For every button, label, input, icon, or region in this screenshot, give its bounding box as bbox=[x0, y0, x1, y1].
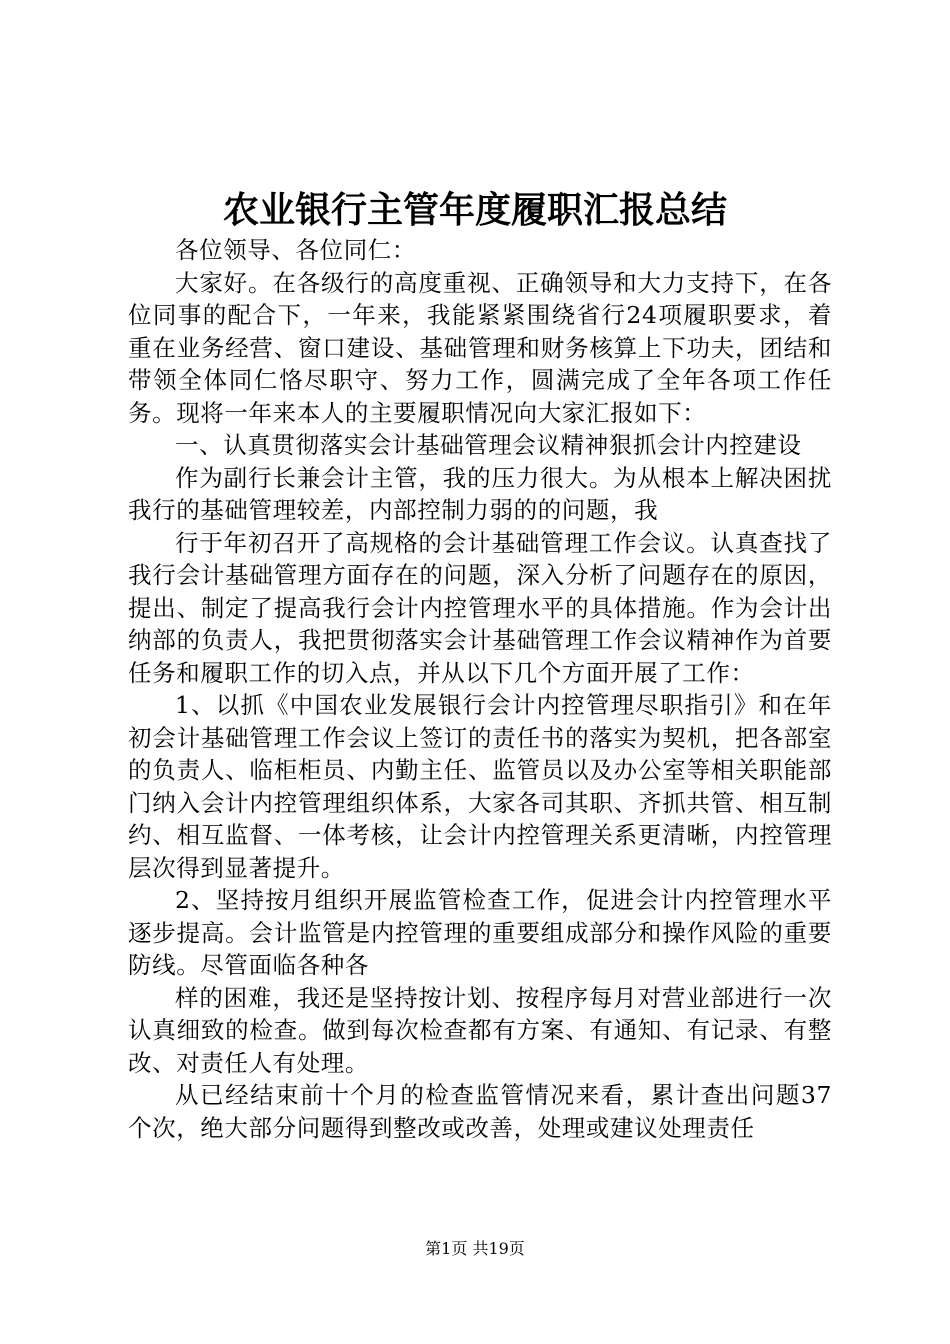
body-paragraph: 2、坚持按月组织开展监管检查工作，促进会计内控管理水平逐步提高。会计监管是内控管理的重要组成部分和操作风险的重要防线。尽管面临各种各 bbox=[128, 886, 832, 979]
body-paragraph: 1、以抓《中国农业发展银行会计内控管理尽职指引》和在年初会计基础管理工作会议上签订的责任书的落实为契机，把各部室的负责人、临柜柜员、内勤主任、监管员以及办公室等相关职能部门纳入会计内控管理组织体系，大家各司其职、齐抓共管、相互制约、相互监督、一体考核，让会计内控管理关系更清晰，内控管理层次得到显著提升。 bbox=[128, 691, 832, 882]
page-footer: 第1页 共19页 bbox=[425, 1239, 525, 1258]
section-heading-1: 一、认真贯彻落实会计基础管理会议精神狠抓会计内控建设 bbox=[175, 431, 802, 459]
document-title: 农业银行主管年度履职汇报总结 bbox=[222, 189, 727, 231]
body-paragraph: 作为副行长兼会计主管，我的压力很大。为从根本上解决困扰我行的基础管理较差，内部控制力弱的的问题，我 bbox=[128, 463, 832, 524]
document-body bbox=[128, 234, 832, 1144]
body-paragraph: 从已经结束前十个月的检查监管情况来看，累计查出问题37个次，绝大部分问题得到整改或改善，处理或建议处理责任 bbox=[128, 1081, 832, 1142]
intro-paragraph: 大家好。在各级行的高度重视、正确领导和大力支持下，在各位同事的配合下，一年来，我能紧紧围绕省行24项履职要求，着重在业务经营、窗口建设、基础管理和财务核算上下功夫，团结和带领全体同仁恪尽职守、努力工作，圆满完成了全年各项工作任务。现将一年来本人的主要履职情况向大家汇报如下： bbox=[128, 268, 832, 427]
body-paragraph: 样的困难，我还是坚持按计划、按程序每月对营业部进行一次认真细致的检查。做到每次检查都有方案、有通知、有记录、有整改、对责任人有处理。 bbox=[128, 983, 832, 1077]
body-paragraph: 行于年初召开了高规格的会计基础管理工作会议。认真查找了我行会计基础管理方面存在的问题，深入分析了问题存在的原因，提出、制定了提高我行会计内控管理水平的具体措施。作为会计出纳部的负责人，我把贯彻落实会计基础管理工作会议精神作为首要任务和履职工作的切入点，并从以下几个方面开展了工作： bbox=[128, 528, 832, 687]
salutation-paragraph: 各位领导、各位同仁： bbox=[175, 236, 416, 264]
